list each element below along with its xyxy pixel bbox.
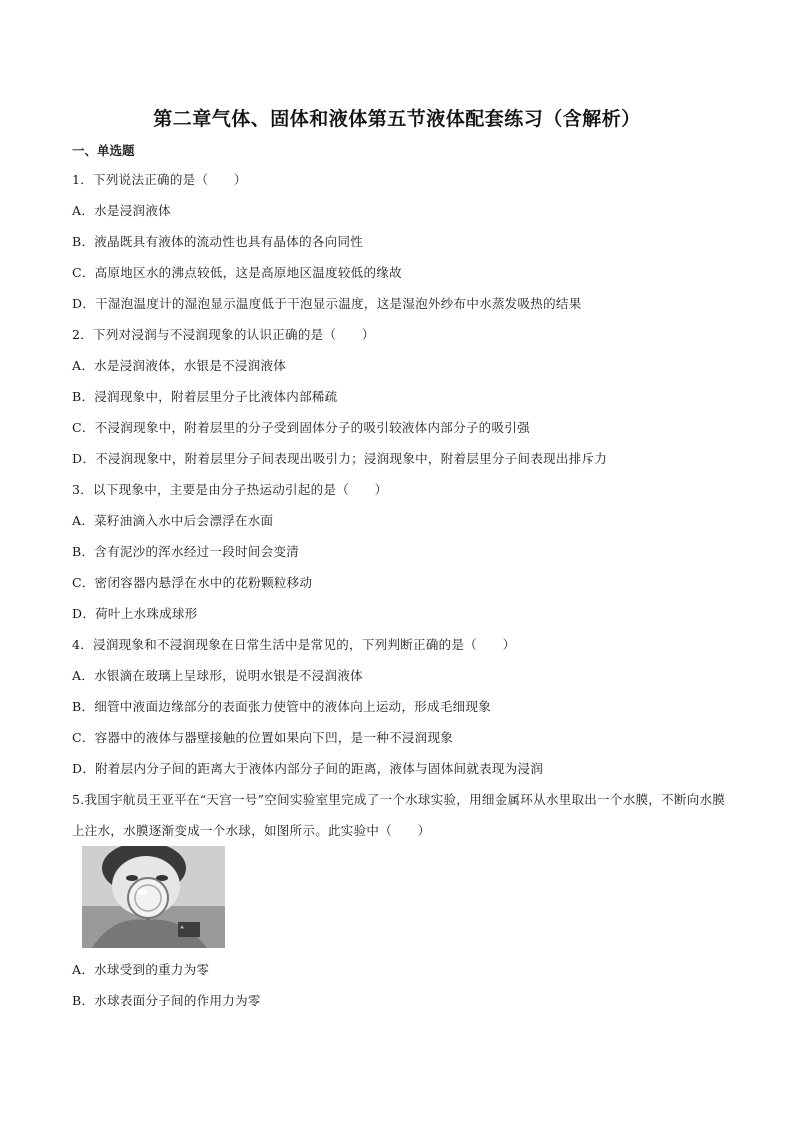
option-d: D．干湿泡温度计的湿泡显示温度低于干泡显示温度，这是湿泡外纱布中水蒸发吸热的结果 xyxy=(72,296,582,311)
astronaut-water-ball-image xyxy=(82,846,225,948)
option-d: D．荷叶上水珠成球形 xyxy=(72,606,198,621)
question-content xyxy=(72,141,734,1016)
option-d: D．不浸润现象中，附着层里分子间表现出吸引力；浸润现象中，附着层里分子间表现出排斥力 xyxy=(72,451,608,466)
question-stem: 4．浸润现象和不浸润现象在日常生活中是常见的，下列判断正确的是（ ） xyxy=(72,637,516,652)
question-stem: 2．下列对浸润与不浸润现象的认识正确的是（ ） xyxy=(72,327,375,342)
option-a: A．水是浸润液体，水银是不浸润液体 xyxy=(72,358,287,373)
option-a: A．菜籽油滴入水中后会漂浮在水面 xyxy=(72,513,274,528)
option-b: B．液晶既具有液体的流动性也具有晶体的各向同性 xyxy=(72,234,364,249)
option-d: D．附着层内分子间的距离大于液体内部分子间的距离，液体与固体间就表现为浸润 xyxy=(72,761,544,776)
section-heading: 一、单选题 xyxy=(72,143,135,158)
option-b: B．水球表面分子间的作用力为零 xyxy=(72,993,261,1008)
option-b: B．浸润现象中，附着层里分子比液体内部稀疏 xyxy=(72,389,338,404)
option-c: C．不浸润现象中，附着层里的分子受到固体分子的吸引较液体内部分子的吸引强 xyxy=(72,420,530,435)
option-b: B．含有泥沙的浑水经过一段时间会变清 xyxy=(72,544,300,559)
option-c: C．密闭容器内悬浮在水中的花粉颗粒移动 xyxy=(72,575,313,590)
water-ball-photo xyxy=(82,846,225,948)
question-stem: 3．以下现象中，主要是由分子热运动引起的是（ ） xyxy=(72,482,388,497)
question-stem: 5.我国宇航员王亚平在“天宫一号”空间实验室里完成了一个水球实验，用细金属环从水里取出一个水膜，不断向水膜上注水，水膜逐渐变成一个水球，如图所示。此实验中（ ） xyxy=(72,792,726,838)
question-stem: 1．下列说法正确的是（ ） xyxy=(72,172,247,187)
page-title: 第二章气体、固体和液体第五节液体配套练习（含解析） xyxy=(153,108,641,130)
option-a: A．水是浸润液体 xyxy=(72,203,171,218)
option-a: A．水银滴在玻璃上呈球形，说明水银是不浸润液体 xyxy=(72,668,363,683)
option-c: C．容器中的液体与器壁接触的位置如果向下凹，是一种不浸润现象 xyxy=(72,730,454,745)
option-c: C．高原地区水的沸点较低，这是高原地区温度较低的缘故 xyxy=(72,265,402,280)
option-b: B．细管中液面边缘部分的表面张力使管中的液体向上运动，形成毛细现象 xyxy=(72,699,492,714)
option-a: A．水球受到的重力为零 xyxy=(72,962,210,977)
